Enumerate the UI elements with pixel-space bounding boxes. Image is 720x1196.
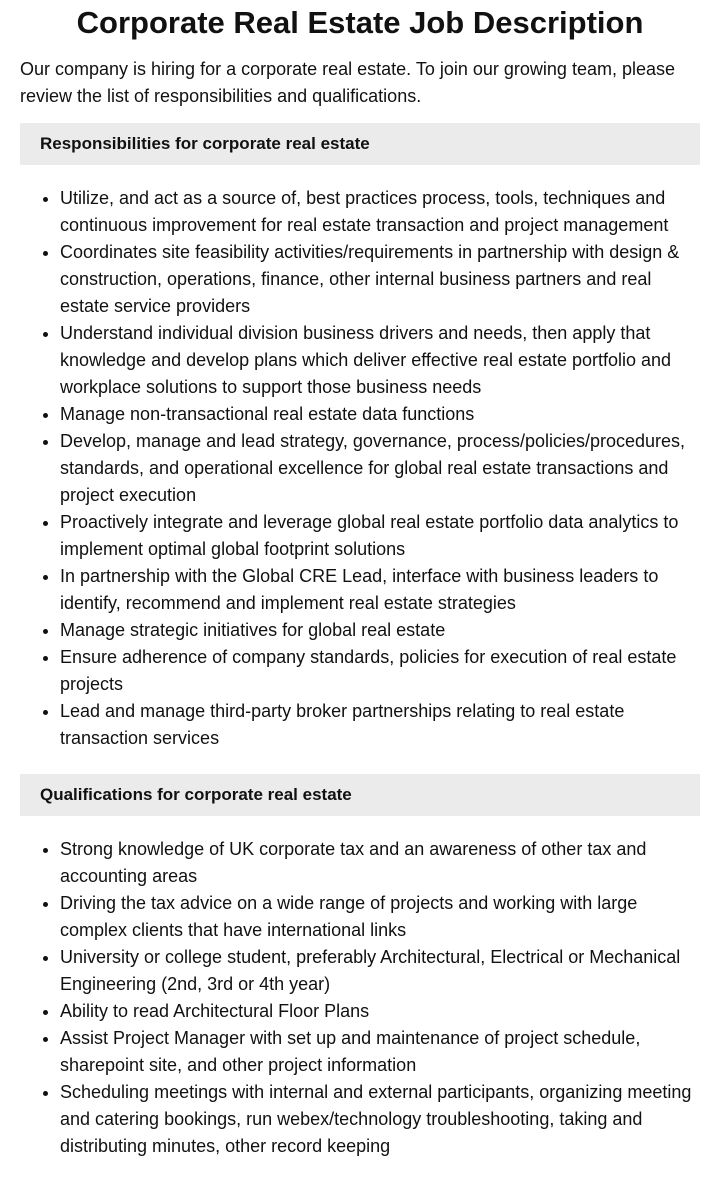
list-item: • Assist Project Manager with set up and maintenance of project schedule, sharepoint site, and other project information xyxy=(60,1025,700,1079)
qualifications-list xyxy=(20,836,700,1160)
list-item: • Understand individual division business drivers and needs, then apply that knowledge and develop plans which deliver effective real estate portfolio and workplace solutions to support those business needs xyxy=(60,320,700,401)
qualifications-heading: Qualifications for corporate real estate xyxy=(20,774,700,816)
list-item: • Manage strategic initiatives for global real estate xyxy=(60,617,700,644)
page-title: Corporate Real Estate Job Description xyxy=(76,5,644,40)
responsibilities-heading: Responsibilities for corporate real estate xyxy=(20,123,700,165)
list-item: • Coordinates site feasibility activities/requirements in partnership with design & construction, operations, finance, other internal business partners and real estate service providers xyxy=(60,239,700,320)
list-item: • Lead and manage third-party broker partnerships relating to real estate transaction services xyxy=(60,698,700,752)
list-item: • Utilize, and act as a source of, best practices process, tools, techniques and continuous improvement for real estate transaction and project management xyxy=(60,185,700,239)
list-item: • Proactively integrate and leverage global real estate portfolio data analytics to implement optimal global footprint solutions xyxy=(60,509,700,563)
list-item: • University or college student, preferably Architectural, Electrical or Mechanical Engineering (2nd, 3rd or 4th year) xyxy=(60,944,700,998)
list-item: • Scheduling meetings with internal and external participants, organizing meeting and catering bookings, run webex/technology troubleshooting, taking and distributing minutes, other record keeping xyxy=(60,1079,700,1160)
list-item: • In partnership with the Global CRE Lead, interface with business leaders to identify, recommend and implement real estate strategies xyxy=(60,563,700,617)
list-item: • Develop, manage and lead strategy, governance, process/policies/procedures, standards, and operational excellence for global real estate transactions and project execution xyxy=(60,428,700,509)
responsibilities-list xyxy=(20,185,700,752)
list-item: • Ensure adherence of company standards, policies for execution of real estate projects xyxy=(60,644,700,698)
list-item: • Ability to read Architectural Floor Plans xyxy=(60,998,700,1025)
intro-text: Our company is hiring for a corporate real estate. To join our growing team, please review the list of responsibilities and qualifications. xyxy=(20,59,676,106)
list-item: • Manage non-transactional real estate data functions xyxy=(60,401,700,428)
list-item: • Driving the tax advice on a wide range of projects and working with large complex clients that have international links xyxy=(60,890,700,944)
list-item: • Strong knowledge of UK corporate tax and an awareness of other tax and accounting areas xyxy=(60,836,700,890)
